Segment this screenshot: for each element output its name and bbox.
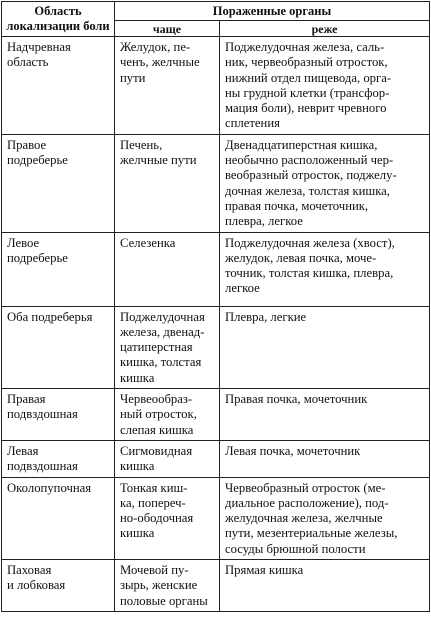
cell-often: Желудок, пе- ченъ, желчные пути <box>115 37 220 135</box>
table-row <box>2 389 430 441</box>
cell-often: Поджелудочная железа, двенад- цатиперстная кишка, толстая кишка <box>115 306 220 388</box>
table-row <box>2 232 430 306</box>
cell-area: Паховая и лобковая <box>2 560 115 612</box>
cell-area: Оба подреберья <box>2 306 115 388</box>
cell-rarely: Поджелудочная железа (хвост), желудок, левая почка, моче- точник, толстая кишка, плевра, легкое <box>220 232 430 306</box>
cell-often: Мочевой пу- зырь, женские половые органы <box>115 560 220 612</box>
table-row <box>2 134 430 232</box>
pain-localization-table <box>1 1 430 612</box>
cell-often: Селезенка <box>115 232 220 306</box>
header-often: чаще <box>115 20 220 36</box>
cell-rarely: Левая почка, мочеточник <box>220 440 430 477</box>
header-rarely: реже <box>220 20 430 36</box>
cell-area: Правое подреберье <box>2 134 115 232</box>
cell-area: Правая подвздошная <box>2 389 115 441</box>
cell-area: Левое подреберье <box>2 232 115 306</box>
cell-rarely: Плевра, легкие <box>220 306 430 388</box>
cell-area: Околопупочная <box>2 477 115 559</box>
table-row <box>2 306 430 388</box>
header-area: Область локализации боли <box>2 2 115 37</box>
cell-often: Сигмовидная кишка <box>115 440 220 477</box>
table-row <box>2 560 430 612</box>
table-row <box>2 440 430 477</box>
cell-area: Надчревная область <box>2 37 115 135</box>
cell-often: Тонкая киш- ка, попереч- но-ободочная кишка <box>115 477 220 559</box>
table-row <box>2 37 430 135</box>
cell-often: Червеообраз- ный отросток, слепая кишка <box>115 389 220 441</box>
cell-rarely: Двенадцатиперстная кишка, необычно расположенный чер- веобразный отросток, поджелу- дочная железа, толстая кишка, правая почка, мочеточник, плевра, легкое <box>220 134 430 232</box>
cell-rarely: Правая почка, мочеточник <box>220 389 430 441</box>
cell-rarely: Прямая кишка <box>220 560 430 612</box>
cell-often: Печень, желчные пути <box>115 134 220 232</box>
table-row <box>2 477 430 559</box>
header-organs: Пораженные органы <box>115 2 430 21</box>
cell-area: Левая подвздошная <box>2 440 115 477</box>
cell-rarely: Поджелудочная железа, саль- ник, червеобразный отросток, нижний отдел пищевода, орга- ны грудной клетки (трансфор- мация боли), неврит чревного сплетения <box>220 37 430 135</box>
cell-rarely: Червеобразный отросток (ме- диальное расположение), под- желудочная железа, желчные пути, мезентериальные железы, сосуды брюшной полости <box>220 477 430 559</box>
